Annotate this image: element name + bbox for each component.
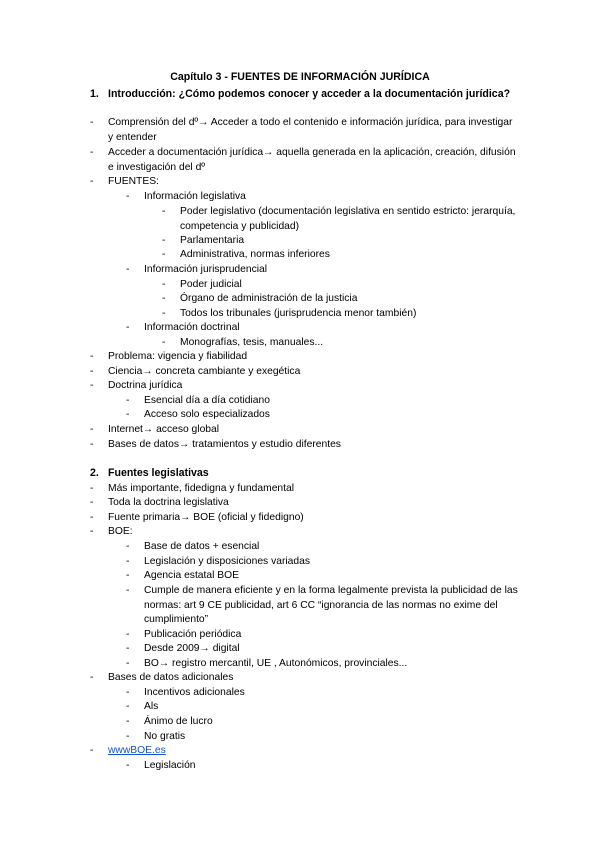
section-title: Fuentes legislativas (108, 467, 209, 479)
section-number: 1. (90, 88, 99, 100)
boe-link[interactable]: wwwBOE.es (108, 745, 166, 756)
chapter-title: Capítulo 3 - FUENTES DE INFORMACIÓN JURÍDICA (170, 71, 430, 83)
section-title: Introducción: ¿Cómo podemos conocer y acceder a la documentación jurídica? (108, 88, 511, 100)
document-page: Capítulo 3 - FUENTES DE INFORMACIÓN JURÍDICA 1. Introducción: ¿Cómo podemos conocer y acceder a la documentación jurídica? - Comprensión del dº→ Acceder a todo el contenido e información jurídica, para investigar y entender - Acceder a documentación jurídica→ aquella generada en la aplicación, creación, difusión e investigación del dº - FUENTES: - Información legislativa - Poder legislativo (documentación legislativa en sentido estricto: jerarquía, competencia y publicidad) - Parlamentaria - Administrativa, normas inferiores - Información jurisprudencial - Poder judicial - Órgano de administración de la justicia - Todos los tribunales (jurisprudencia menor también) - Información doctrinal - Monografías, tesis, manuales... - Problema: vigencia y fiabilidad - Ciencia→ concreta cambiante y exegética - Doctrina jurídica - Esencial día a día cotidiano - Acceso solo especializados - Internet→ acceso global - Bases de datos→ tratamientos y estudio diferentes 2. Fuentes legislativas - Más importante, fidedigna y fundamental - Toda la doctrina legislativa - Fuente primaria→ BOE (oficial y fidedigno) - BOE: - Base de datos + esencial - Legislación y disposiciones variadas - Agencia estatal BOE - Cumple de manera eficiente y en la forma legalmente prevista la publicidad de las normas: art 9 CE publicidad, art 6 CC “ignorancia de las normas no exime del cumplimiento” - Publicación periódica - Desde 2009→ digital - BO→ registro mercantil, UE , Autonómicos, provinciales... - Bases de datos adicionales - Incentivos adicionales - Als - Ánimo de lucro - No gratis - wwwBOE.es - Legislación (0, 0, 600, 848)
section-number: 2. (90, 467, 99, 479)
